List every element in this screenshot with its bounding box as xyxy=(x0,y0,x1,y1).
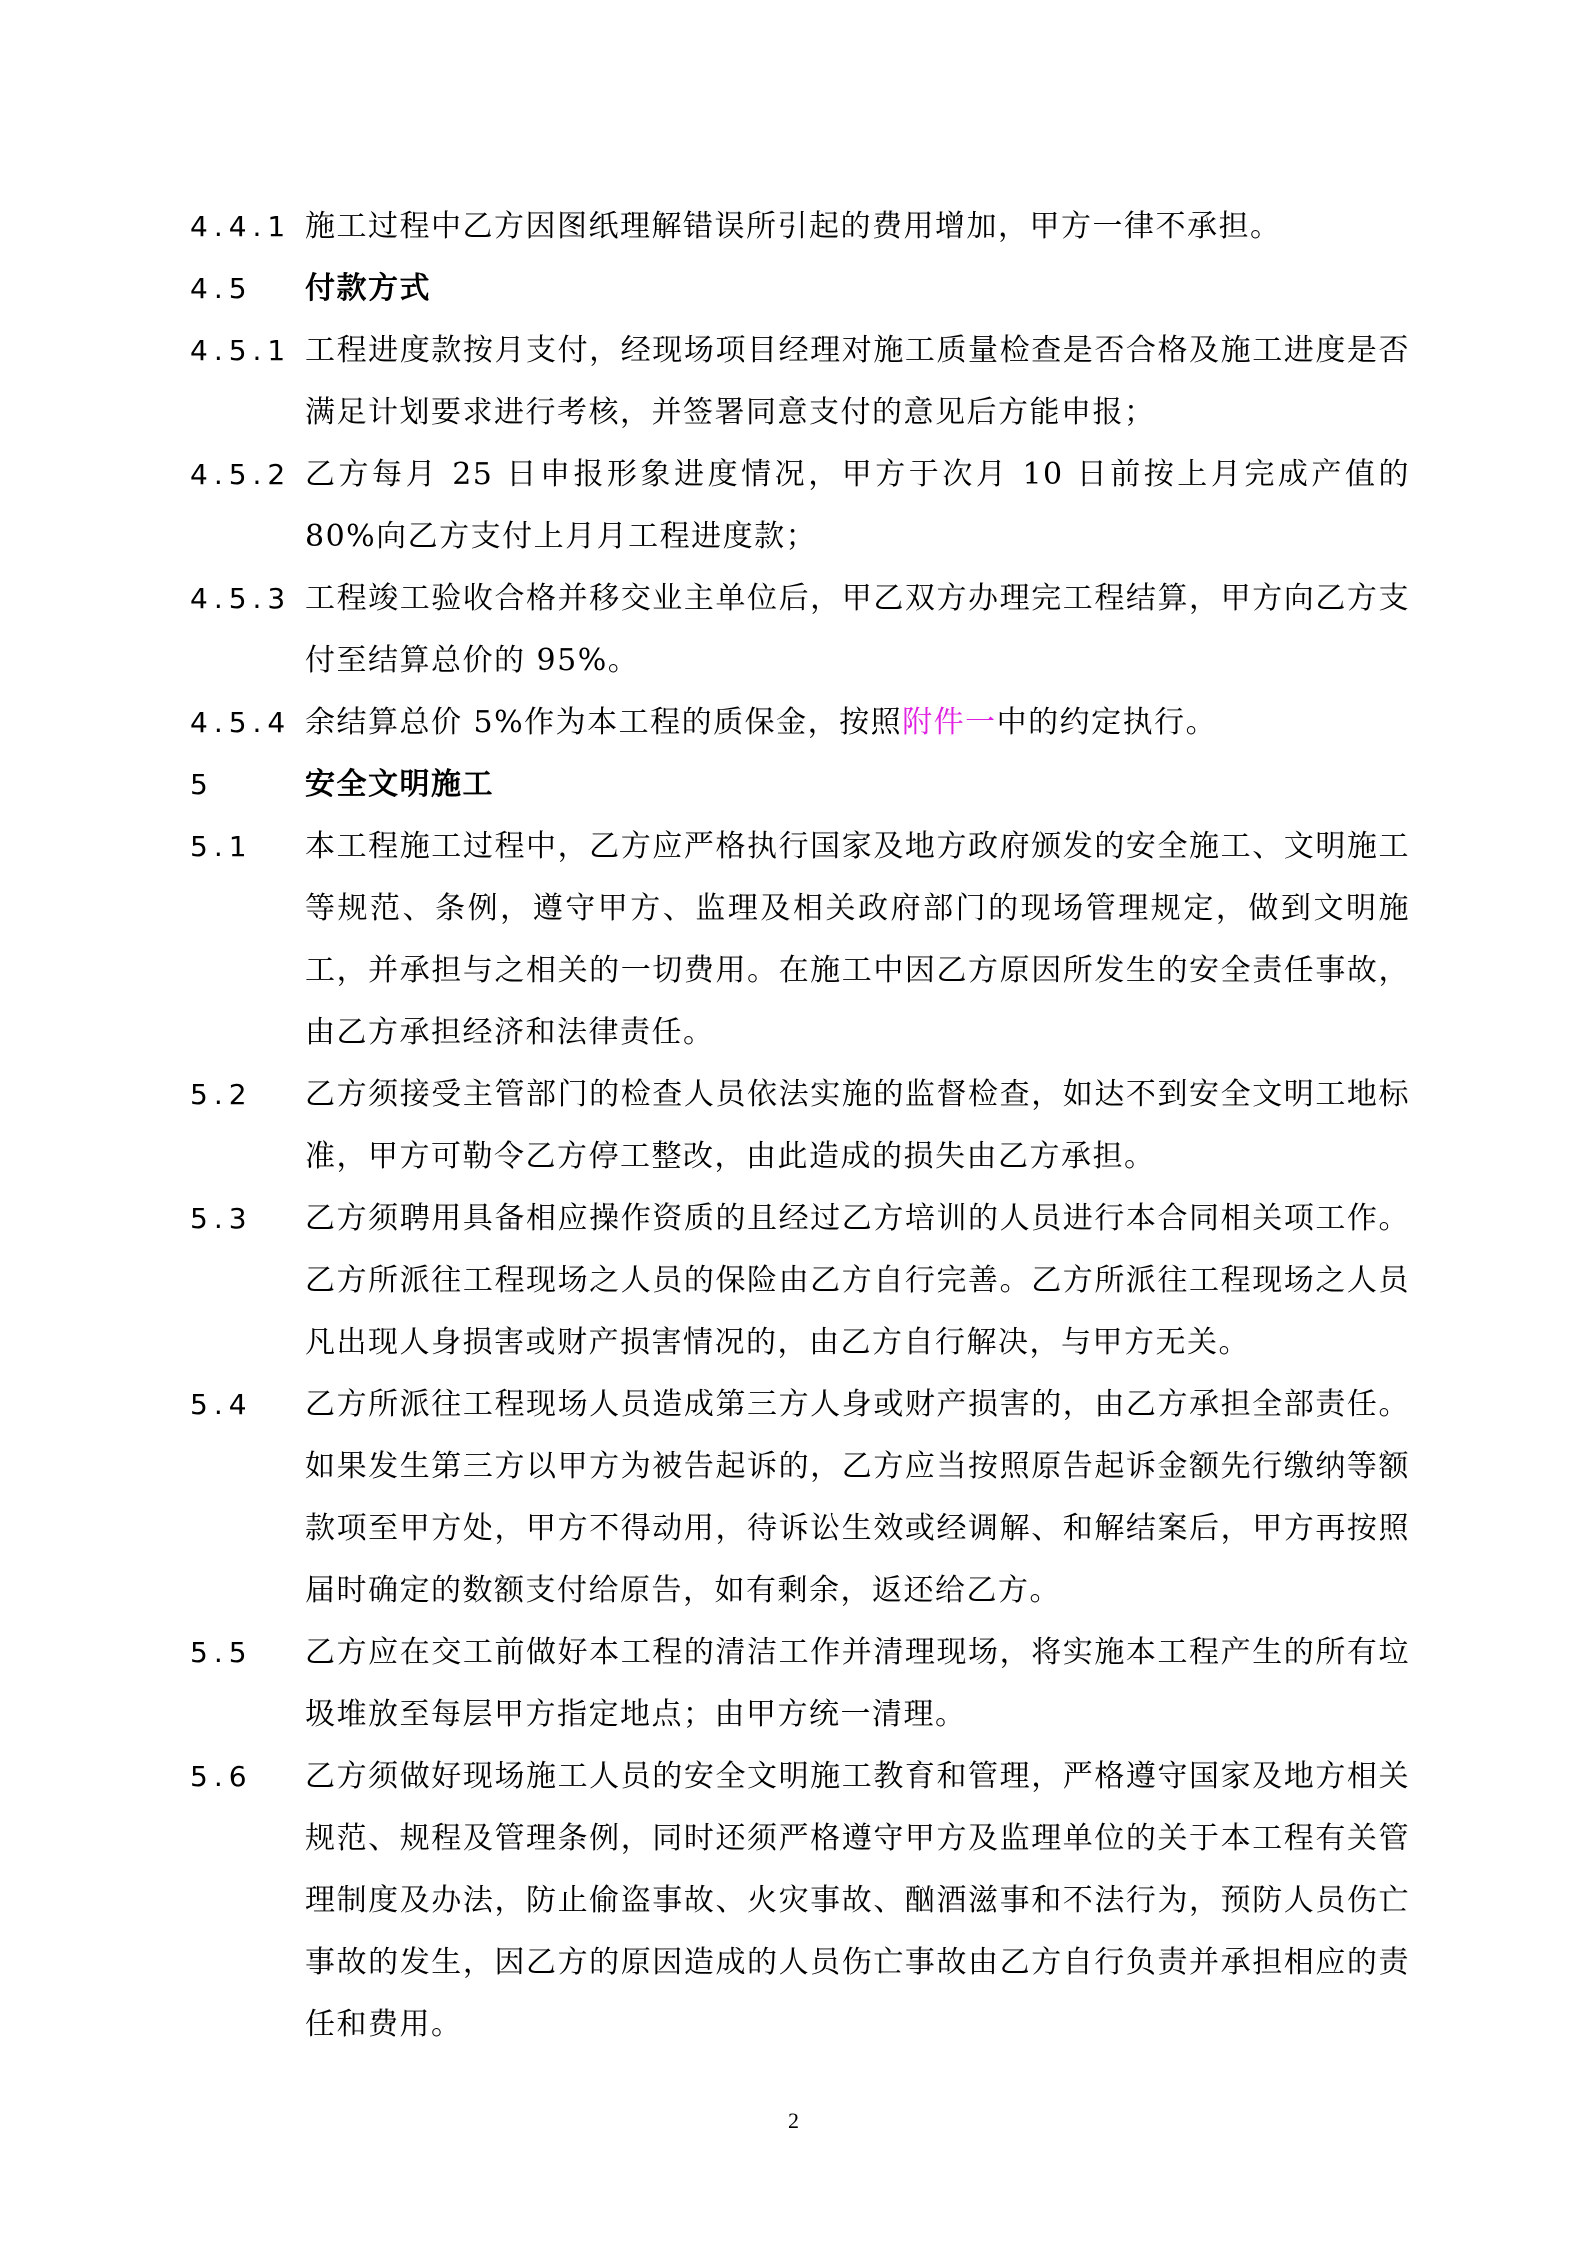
section-heading-4-5 xyxy=(0,258,1587,320)
clause-number: 4.5.1 xyxy=(190,334,292,367)
attachment-link[interactable]: 附件一 xyxy=(902,705,997,740)
clause-text: 乙方所派往工程现场人员造成第三方人身或财产损害的，由乙方承担全部责任。如果发生第三方以甲方为被告起诉的，乙方应当按照原告起诉金额先行缴纳等额款项至甲方处，甲方不得动用，待诉讼生效或经调解、和解结案后，甲方再按照届时确定的数额支付给原告，如有剩余，返还给乙方。 xyxy=(305,1387,1410,1608)
clause-text: 乙方须做好现场施工人员的安全文明施工教育和管理，严格遵守国家及地方相关规范、规程及管理条例，同时还须严格遵守甲方及监理单位的关于本工程有关管理制度及办法，防止偷盗事故、火灾事故、酗酒滋事和不法行为，预防人员伤亡事故的发生，因乙方的原因造成的人员伤亡事故由乙方自行负责并承担相应的责任和费用。 xyxy=(305,1759,1410,2042)
clause-text-before: 余结算总价 5%作为本工程的质保金，按照 xyxy=(305,705,903,740)
clause-number: 4.4.1 xyxy=(190,210,292,243)
clause-number: 5 xyxy=(190,768,214,801)
clause-list xyxy=(0,196,1587,2056)
clause-text-after: 中的约定执行。 xyxy=(996,705,1218,740)
clause-number: 5.3 xyxy=(190,1202,253,1235)
clause-text: 乙方每月 25 日申报形象进度情况，甲方于次月 10 日前按上月完成产值的 80%向乙方支付上月月工程进度款； xyxy=(305,457,1410,554)
clause-5-1 xyxy=(0,816,1587,1064)
clause-text: 乙方应在交工前做好本工程的清洁工作并清理现场，将实施本工程产生的所有垃圾堆放至每层甲方指定地点；由甲方统一清理。 xyxy=(305,1635,1410,1732)
clause-text: 工程进度款按月支付，经现场项目经理对施工质量检查是否合格及施工进度是否满足计划要求进行考核，并签署同意支付的意见后方能申报； xyxy=(305,333,1410,430)
clause-number: 5.1 xyxy=(190,830,253,863)
heading-text: 付款方式 xyxy=(305,271,431,306)
clause-5-3 xyxy=(0,1188,1587,1374)
clause-text xyxy=(305,692,1410,754)
clause-text: 工程竣工验收合格并移交业主单位后，甲乙双方办理完工程结算，甲方向乙方支付至结算总价的 95%。 xyxy=(305,581,1410,678)
clause-number: 5.4 xyxy=(190,1388,253,1421)
clause-4-5-1 xyxy=(0,320,1587,444)
clause-4-5-3 xyxy=(0,568,1587,692)
clause-4-5-2 xyxy=(0,444,1587,568)
clause-number: 4.5.3 xyxy=(190,582,292,615)
clause-number: 4.5 xyxy=(190,272,253,305)
clause-5-4 xyxy=(0,1374,1587,1622)
clause-4-5-4 xyxy=(0,692,1587,754)
clause-text: 乙方须聘用具备相应操作资质的且经过乙方培训的人员进行本合同相关项工作。乙方所派往工程现场之人员的保险由乙方自行完善。乙方所派往工程现场之人员凡出现人身损害或财产损害情况的，由乙方自行解决，与甲方无关。 xyxy=(305,1201,1410,1360)
clause-number: 5.5 xyxy=(190,1636,253,1669)
clause-number: 5.6 xyxy=(190,1760,253,1793)
clause-5-6 xyxy=(0,1746,1587,2056)
clause-number: 4.5.4 xyxy=(190,706,292,739)
clause-5-5 xyxy=(0,1622,1587,1746)
heading-text: 安全文明施工 xyxy=(305,767,494,802)
clause-number: 4.5.2 xyxy=(190,458,292,491)
clause-4-4-1 xyxy=(0,196,1587,258)
section-heading-5 xyxy=(0,754,1587,816)
clause-5-2 xyxy=(0,1064,1587,1188)
clause-text: 本工程施工过程中，乙方应严格执行国家及地方政府颁发的安全施工、文明施工等规范、条例，遵守甲方、监理及相关政府部门的现场管理规定，做到文明施工，并承担与之相关的一切费用。在施工中因乙方原因所发生的安全责任事故，由乙方承担经济和法律责任。 xyxy=(305,829,1410,1050)
clause-number: 5.2 xyxy=(190,1078,253,1111)
clause-text: 施工过程中乙方因图纸理解错误所引起的费用增加，甲方一律不承担。 xyxy=(305,209,1282,244)
page-number: 2 xyxy=(788,2108,799,2133)
clause-text: 乙方须接受主管部门的检查人员依法实施的监督检查，如达不到安全文明工地标准，甲方可勒令乙方停工整改，由此造成的损失由乙方承担。 xyxy=(305,1077,1410,1174)
